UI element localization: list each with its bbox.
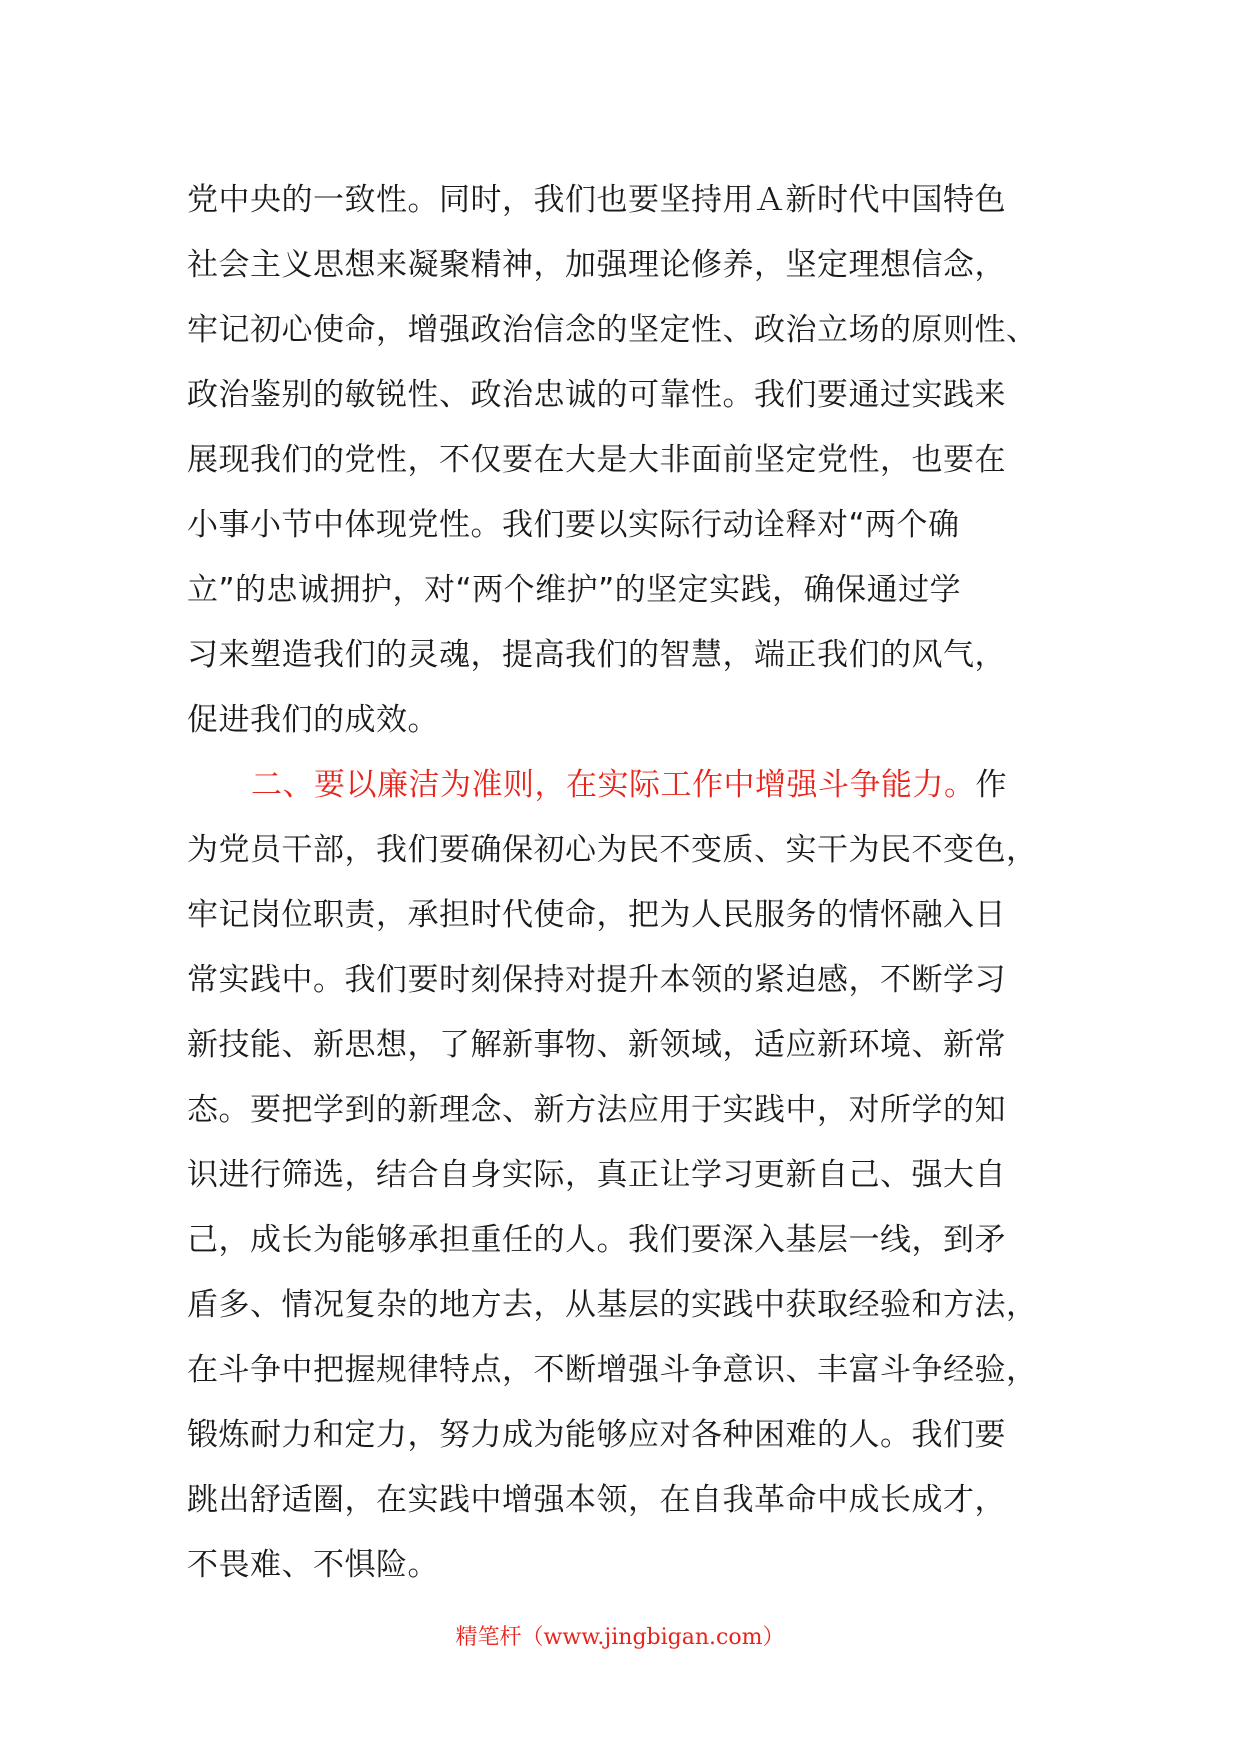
text-line: 牢记初心使命，增强政治信念的坚定性、政治立场的原则性、 [187, 312, 1038, 348]
footer-watermark: 精笔杆（www.jingbigan.com） [455, 1625, 785, 1650]
text-line: 促进我们的成效。 [187, 702, 439, 738]
text-line: 跳出舒适圈，在实践中增强本领，在自我革命中成长成才， [187, 1482, 1006, 1518]
text-line: 己，成长为能够承担重任的人。我们要深入基层一线，到矛 [187, 1222, 1006, 1258]
text-line: 为党员干部，我们要确保初心为民不变质、实干为民不变色， [187, 832, 1038, 868]
text-line: 习来塑造我们的灵魂，提高我们的智慧，端正我们的风气， [187, 637, 1006, 673]
text-line: 在斗争中把握规律特点，不断增强斗争意识、丰富斗争经验， [187, 1352, 1038, 1388]
text-line: 态。要把学到的新理念、新方法应用于实践中，对所学的知 [187, 1092, 1006, 1128]
text-line: 牢记岗位职责，承担时代使命，把为人民服务的情怀融入日 [187, 897, 1006, 933]
text-line: 立”的忠诚拥护，对“两个维护”的坚定实践，确保通过学 [187, 572, 962, 608]
text-line: 盾多、情况复杂的地方去，从基层的实践中获取经验和方法， [187, 1287, 1038, 1323]
text-line: 锻炼耐力和定力，努力成为能够应对各种困难的人。我们要 [187, 1417, 1006, 1453]
text-line: 小事小节中体现党性。我们要以实际行动诠释对“两个确 [187, 507, 960, 543]
text-line: 常实践中。我们要时刻保持对提升本领的紧迫感，不断学习 [187, 962, 1006, 998]
text-line: 党中央的一致性。同时，我们也要坚持用Ａ新时代中国特色 [187, 182, 1006, 218]
text-line: 新技能、新思想，了解新事物、新领域，适应新环境、新常 [187, 1027, 1006, 1063]
section-heading: 二、要以廉洁为准则，在实际工作中增强斗争能力。 [251, 767, 976, 803]
paragraph-1 [187, 168, 1067, 753]
text-line: 政治鉴别的敏锐性、政治忠诚的可靠性。我们要通过实践来 [187, 377, 1006, 413]
document-body [187, 168, 1067, 1598]
heading-line-continuation: 作 [975, 767, 1007, 803]
paragraph-2 [187, 753, 1067, 1598]
text-line: 不畏难、不惧险。 [187, 1547, 439, 1583]
text-line: 展现我们的党性，不仅要在大是大非面前坚定党性，也要在 [187, 442, 1006, 478]
section-heading-line [187, 753, 1067, 818]
text-line: 识进行筛选，结合自身实际，真正让学习更新自己、强大自 [187, 1157, 1006, 1193]
text-line: 社会主义思想来凝聚精神，加强理论修养，坚定理想信念， [187, 247, 1006, 283]
